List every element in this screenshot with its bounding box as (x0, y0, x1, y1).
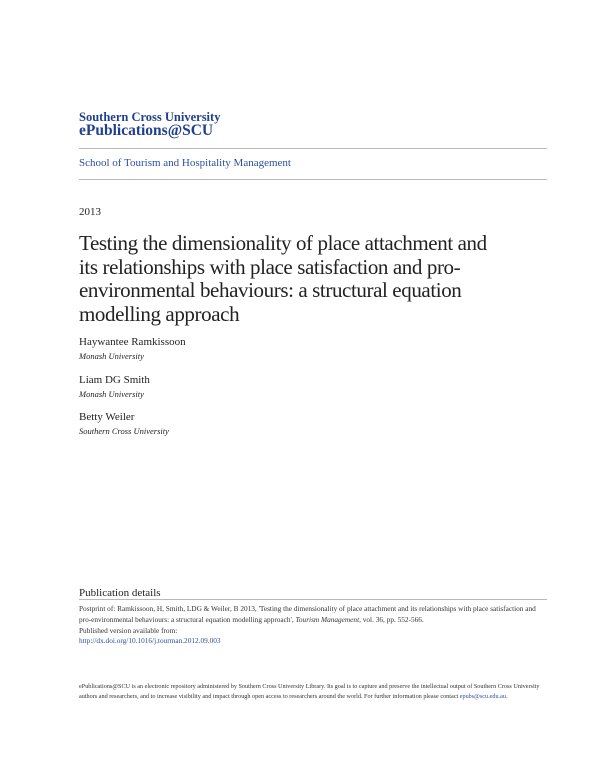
author-affiliation: Monash University (79, 351, 144, 361)
publication-details (79, 604, 547, 647)
repository-name[interactable]: ePublications@SCU (79, 122, 214, 139)
school-link[interactable]: School of Tourism and Hospitality Management (79, 157, 291, 169)
publication-year: 2013 (79, 206, 101, 218)
citation-volume: , vol. 36, pp. 552-566. (359, 614, 424, 624)
doi-link[interactable]: http://dx.doi.org/10.1016/j.tourman.2012.09.003 (79, 636, 221, 646)
university-name[interactable]: Southern Cross University (79, 110, 221, 124)
publication-divider (79, 599, 547, 600)
header-divider-bottom (79, 179, 547, 180)
title-line: environmental behaviours: a structural equation (79, 278, 462, 302)
header-divider-top (79, 148, 547, 149)
author-name: Betty Weiler (79, 411, 135, 423)
title-line: modelling approach (79, 301, 240, 326)
footer-text: ePublications@SCU is an electronic repository administered by Southern Cross University Library. Its goal is to capture and preserve the intellectual output of Southern Cross University authors and researchers, and to increase visibility and impact through open access to researchers around the world. For further information please contact (79, 683, 540, 701)
author-name: Liam DG Smith (79, 374, 150, 386)
repository-footer (79, 682, 547, 702)
author-affiliation: Southern Cross University (79, 426, 169, 436)
journal-name: Tourism Management (295, 614, 360, 624)
contact-email-link[interactable]: epubs@scu.edu.au (459, 693, 506, 701)
citation-text: Postprint of: Ramkissoon, H, Smith, LDG & Weiler, B 2013, 'Testing the dimensionality of place attachment and its relationships with place satisfaction and pro-environmental behaviours: a structural equation modelling approach', (79, 604, 536, 624)
title-line: its relationships with place satisfaction and pro- (79, 254, 461, 279)
title-line: Testing the dimensionality of place attachment and (79, 231, 487, 255)
footer-end: . (506, 693, 508, 701)
author-affiliation: Monash University (79, 389, 144, 399)
publication-details-heading: Publication details (79, 587, 161, 599)
version-label: Published version available from: (79, 625, 178, 635)
author-name: Haywantee Ramkissoon (79, 336, 186, 348)
paper-title (79, 232, 549, 326)
